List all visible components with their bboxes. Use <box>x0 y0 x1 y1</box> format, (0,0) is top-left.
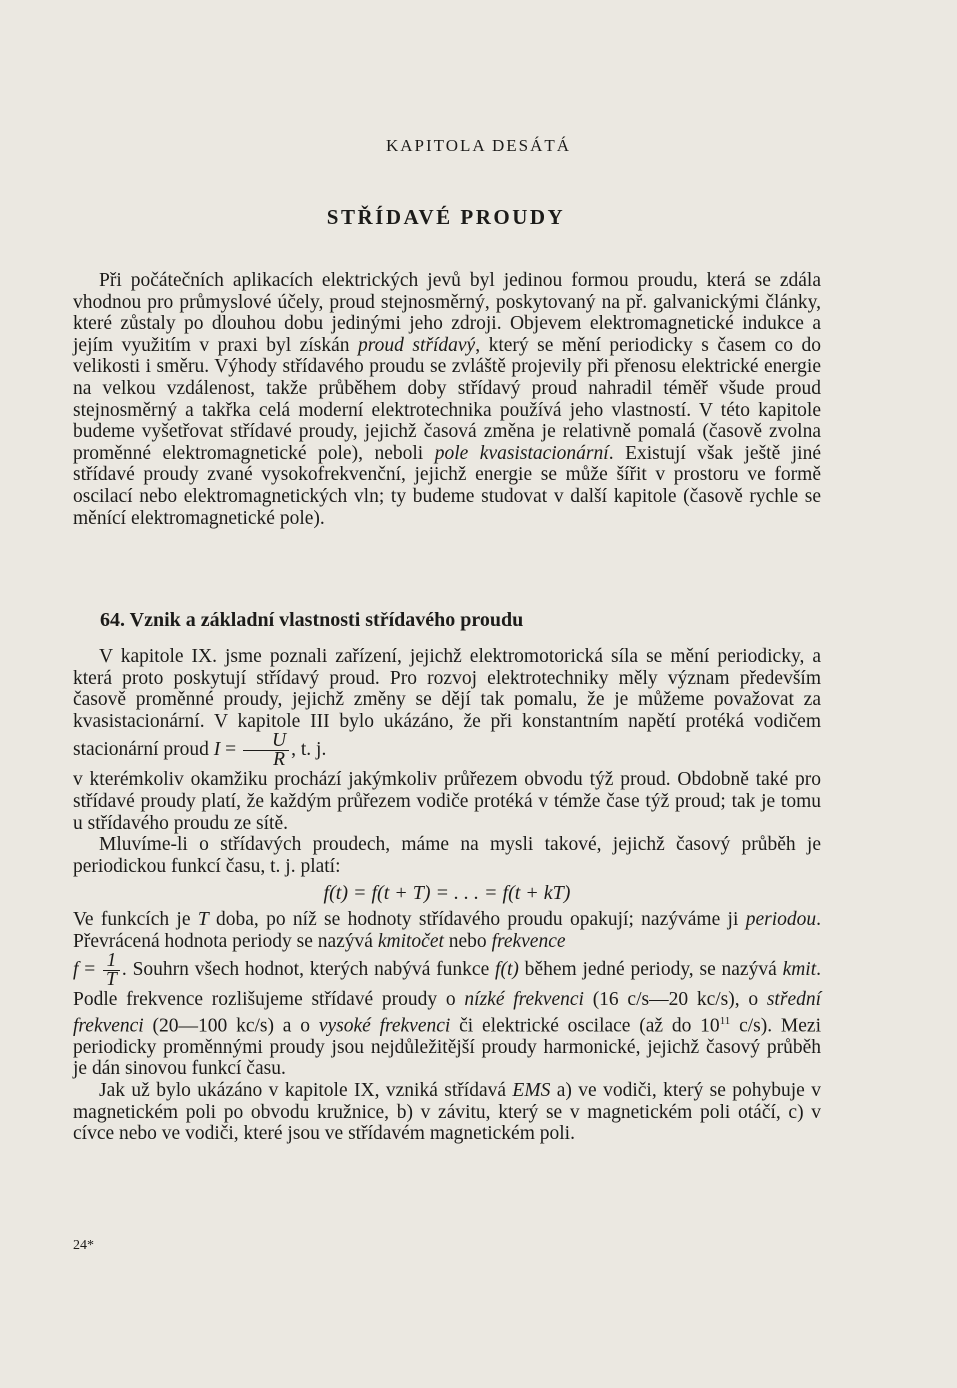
paragraph-text: c/s). Mezi periodicky proměnnými proudy jsou nejdůležitější proudy harmonické, jejichž časový průběh je dán sinovou funkcí času. <box>73 1015 821 1080</box>
section-paragraph-6 <box>73 1080 821 1145</box>
paragraph-text: Jak už bylo ukázáno v kapitole IX, vzniká střídavá <box>99 1080 513 1101</box>
function-ft: f(t) <box>495 959 519 981</box>
intro-paragraph <box>73 270 821 529</box>
paragraph-text: V kapitole IX. jsme poznali zařízení, jejichž elektromotorická síla se mění periodicky, a která proto poskytují střídavý proud. Pro rozvoj elektrotechniky měly význam především časově proměnné proudy, jejichž změny se dějí tak pomalu, že je můžeme považovat za kvasistacionární. V kapitole III bylo ukázáno, že při konstantním napětí protéká vodičem stacionární proud <box>73 646 821 761</box>
term-perioda: periodou <box>745 908 817 930</box>
freq-numerator: 1 <box>103 952 120 971</box>
ohm-fraction <box>243 732 289 769</box>
paragraph-text: . Souhrn všech hodnot, kterých nabývá funkce <box>121 959 496 981</box>
paragraph-text: . Převrácená hodnota periody se nazývá <box>73 908 821 952</box>
term-ems: EMS <box>512 1080 551 1101</box>
periodicity-equation: f(t) = f(t + T) = . . . = f(t + kT) <box>323 882 571 905</box>
exponent: 11 <box>719 1014 731 1027</box>
term-stredni-frekvence: střední frekvenci <box>73 989 822 1037</box>
section-paragraph-2: v kterémkoliv okamžiku prochází jakýmkoliv průřezem obvodu týž proud. Obdobně také pro střídavé proudy platí, že každým průřezem vodiče protéká v témže čase týž proud; tak je tomu u střídavého proudu ze sítě. <box>73 769 821 834</box>
paragraph-text: a) ve vodiči, který se pohybuje v magnetickém poli po obvodu kružnice, b) v závitu, který se v magnetickém poli otáčí, c) v cívce nebo ve vodiči, které jsou ve střídavém magnetickém poli. <box>73 1080 821 1145</box>
section-paragraph-5: f = $\frac{1}{T}$ . Souhrn všech hodnot, kterých nabývá funkce f(t) během jedné periody, se nazývá kmit. Podle frekvence rozlišujeme střídavé proudy o nízké frekvenci (16 c/s—20 kc/s), o střední frekvenci (20—100 kc/s) a o vysoké frekvenci či elektrické oscilace (až do $10^{11}$ c/s). Mezi periodicky proměnnými proudy jsou nejdůležitější proudy harmonické, jejichž časový průběh je dán sinovou funkcí času. <box>73 950 822 1080</box>
chapter-label: KAPITOLA DESÁTÁ <box>385 136 572 155</box>
term-pole-kvasistacionarni: pole kvasistacionární <box>434 442 609 464</box>
freq-lhs: f <box>73 959 79 981</box>
section-body <box>73 646 821 1145</box>
page-number: 24* <box>73 1238 94 1253</box>
paragraph-text: či elektrické oscilace (až do 10 <box>450 1015 720 1037</box>
term-kmit: kmit <box>782 959 817 981</box>
intro-paragraph-block <box>73 270 821 529</box>
term-nizka-frekvence: nízké frekvenci <box>464 989 584 1011</box>
ohm-lhs: I <box>213 739 221 761</box>
term-proud-stridavy: proud střídavý <box>357 334 476 356</box>
paragraph-text: . Podle frekvence rozlišujeme střídavé proudy o <box>73 959 822 1011</box>
paragraph-text: (20—100 kc/s) a o <box>143 1015 319 1037</box>
paragraph-text: nebo <box>443 930 492 952</box>
paragraph-text: Ve funkcích je <box>73 908 198 930</box>
section-paragraph-4 <box>73 909 821 952</box>
freq-fraction <box>103 952 120 989</box>
paragraph-text: , t. j. <box>291 739 327 761</box>
symbol-T: T <box>197 908 209 930</box>
intro-text: , který se mění periodicky s časem co do velikosti i směru. Výhody střídavého proudu se zvláště projevily při přenosu elektrické energie na velkou vzdálenost, takže průběhem doby střídavý proud nahradil téměř všude proud stejnosměrný a takřka celá moderní elektrotechnika používá jeho vlastností. V této kapitole budeme vyšetřovat střídavé proudy, jejichž časová změna je relativně pomalá (časově zvolna proměnné elektromagnetické pole), neboli <box>73 334 822 464</box>
paragraph-text: doba, po níž se hodnoty střídavého proudu opakují; nazýváme ji <box>208 908 746 930</box>
freq-denominator: T <box>106 969 117 991</box>
ohm-numerator: U <box>243 732 289 751</box>
term-vysoka-frekvence: vysoké frekvenci <box>318 1015 451 1037</box>
paragraph-text: během jedné periody, se nazývá <box>518 959 783 981</box>
term-kmitocet: kmitočet <box>377 930 444 952</box>
chapter-title: STŘÍDAVÉ PROUDY <box>326 205 566 229</box>
ohm-denominator: R <box>273 749 286 771</box>
intro-text: . Existují však ještě jiné střídavé proudy zvané vysokofrekvenční, jejichž energie se může šířit v prostoru ve formě oscilací nebo elektromagnetických vln; ty budeme studovat v další kapitole (časově rychle se měnící elektromagnetické pole). <box>73 442 821 529</box>
section-paragraph-1: V kapitole IX. jsme poznali zařízení, jejichž elektromotorická síla se mění periodicky, a která proto poskytují střídavý proud. Pro rozvoj elektrotechniky měly význam především časově proměnné proudy, jejichž změny se dějí tak pomalu, že je můžeme považovat za kvasistacionární. V kapitole III bylo ukázáno, že při konstantním napětí protéká vodičem stacionární proud I = $\frac{U}{R}$ , t. j. <box>73 646 821 771</box>
paragraph-text: (16 c/s—20 kc/s), o <box>583 989 767 1011</box>
section-heading: 64. Vznik a základní vlastnosti střídavého proudu <box>100 609 524 631</box>
term-frekvence: frekvence <box>491 930 566 952</box>
intro-text: Při počátečních aplikacích elektrických jevů byl jedinou formou proudu, která se zdála vhodnou pro průmyslové účely, proud stejnosměrný, poskytovaný na př. galvanickými články, které zůstaly po dlouhou dobu jedinými jeho zdroji. Objevem elektromagnetické indukce a jejím využitím v praxi byl získán <box>73 270 821 356</box>
section-paragraph-3: Mluvíme-li o střídavých proudech, máme na mysli takové, jejichž časový průběh je periodickou funkcí času, t. j. platí: <box>73 834 821 877</box>
